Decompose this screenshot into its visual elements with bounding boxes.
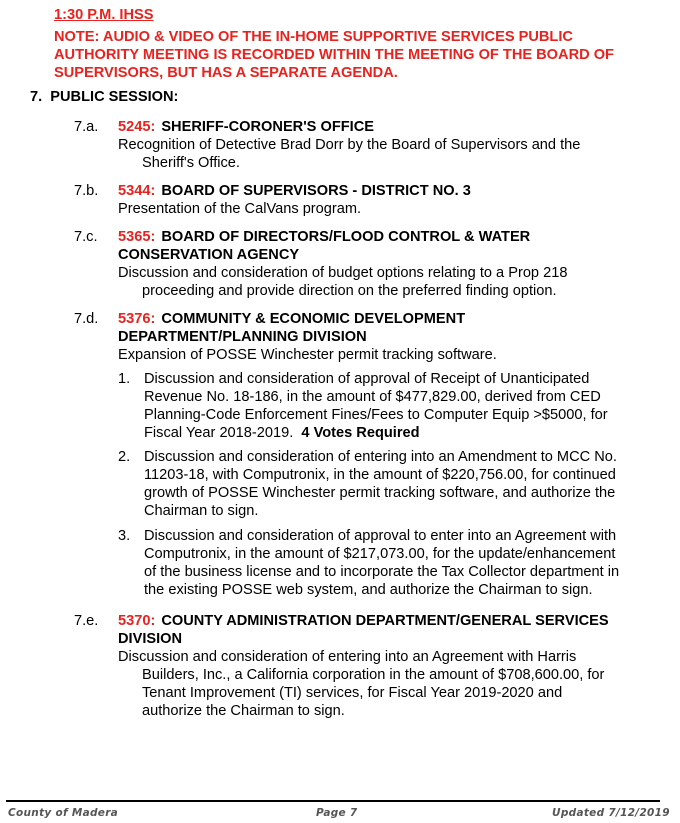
item-number: 7.b.: [74, 183, 99, 199]
meeting-time-header: 1:30 P.M. IHSS: [54, 7, 154, 23]
item-number: 7.a.: [74, 119, 99, 135]
subitem-text: Discussion and consideration of entering into an Amendment to MCC No. 11203-18, with Computronix, in the amount of $220,756.00, for continued growth of POSSE Winchester permit tracking software, and authorize the Chairman to sign.: [144, 449, 617, 519]
item-number: 7.d.: [74, 311, 99, 327]
subitem-number: 3.: [118, 528, 131, 544]
item-heading: [118, 612, 618, 648]
item-heading: [118, 118, 628, 136]
item-code: 5344:: [118, 183, 156, 199]
item-code: 5245:: [118, 119, 156, 135]
item-description: Expansion of POSSE Winchester permit tracking software.: [118, 347, 497, 363]
section-title: PUBLIC SESSION:: [50, 89, 179, 105]
subitem-text: Discussion and consideration of approval to enter into an Agreement with Computronix, in the amount of $217,073.00, for the update/enhancement of the business license and to incorporate the Tax Collector department in the existing POSSE web system, and authorize the Chairman to sign.: [144, 528, 620, 598]
footer-updated-date: Updated 7/12/2019: [552, 807, 670, 819]
item-title: COMMUNITY & ECONOMIC DEVELOPMENT DEPARTMENT/PLANNING DIVISION: [118, 311, 466, 345]
recording-note: NOTE: AUDIO & VIDEO OF THE IN-HOME SUPPORTIVE SERVICES PUBLIC AUTHORITY MEETING IS RECORDED WITHIN THE MEETING OF THE BOARD OF SUPERVISORS, BUT HAS A SEPARATE AGENDA.: [54, 29, 614, 81]
votes-required-note: 4 Votes Required: [301, 425, 420, 441]
item-number: 7.c.: [74, 229, 98, 245]
subitem-number: 1.: [118, 371, 131, 387]
item-title: BOARD OF DIRECTORS/FLOOD CONTROL & WATER CONSERVATION AGENCY: [118, 229, 531, 263]
section-number: 7.: [30, 89, 43, 105]
footer-divider: [6, 800, 660, 802]
item-heading: [118, 228, 558, 264]
item-title: BOARD OF SUPERVISORS - DISTRICT NO. 3: [161, 183, 471, 199]
item-title: SHERIFF-CORONER'S OFFICE: [161, 119, 374, 135]
item-number: 7.e.: [74, 613, 99, 629]
item-description: Discussion and consideration of budget options relating to a Prop 218 proceeding and provide direction on the preferred finding option.: [118, 265, 568, 299]
item-description: Discussion and consideration of entering into an Agreement with Harris Builders, Inc., a California corporation in the amount of $708,600.00, for Tenant Improvement (TI) services, for Fiscal Year 2019-2020 and authorize the Chairman to sign.: [118, 649, 605, 719]
item-heading: [118, 310, 488, 346]
subitem-number: 2.: [118, 449, 131, 465]
item-description: Recognition of Detective Brad Dorr by the Board of Supervisors and the Sheriff's Office.: [118, 137, 581, 171]
footer-page-number: Page 7: [316, 807, 358, 819]
item-code: 5376:: [118, 311, 156, 327]
footer-county: County of Madera: [8, 807, 119, 819]
item-code: 5365:: [118, 229, 156, 245]
subitem-body: Discussion and consideration of approval of Receipt of Unanticipated Revenue No. 18-186, in the amount of $477,829.00, derived from CED Planning-Code Enforcement Fines/Fees to Computer Equip >$5000, for Fiscal Year 2018-2019.: [144, 371, 608, 441]
subitem-text: [144, 370, 622, 442]
item-code: 5370:: [118, 613, 156, 629]
item-description: Presentation of the CalVans program.: [118, 201, 362, 217]
item-title: COUNTY ADMINISTRATION DEPARTMENT/GENERAL SERVICES DIVISION: [118, 613, 609, 647]
section-heading: [30, 88, 178, 106]
item-heading: [118, 182, 628, 200]
